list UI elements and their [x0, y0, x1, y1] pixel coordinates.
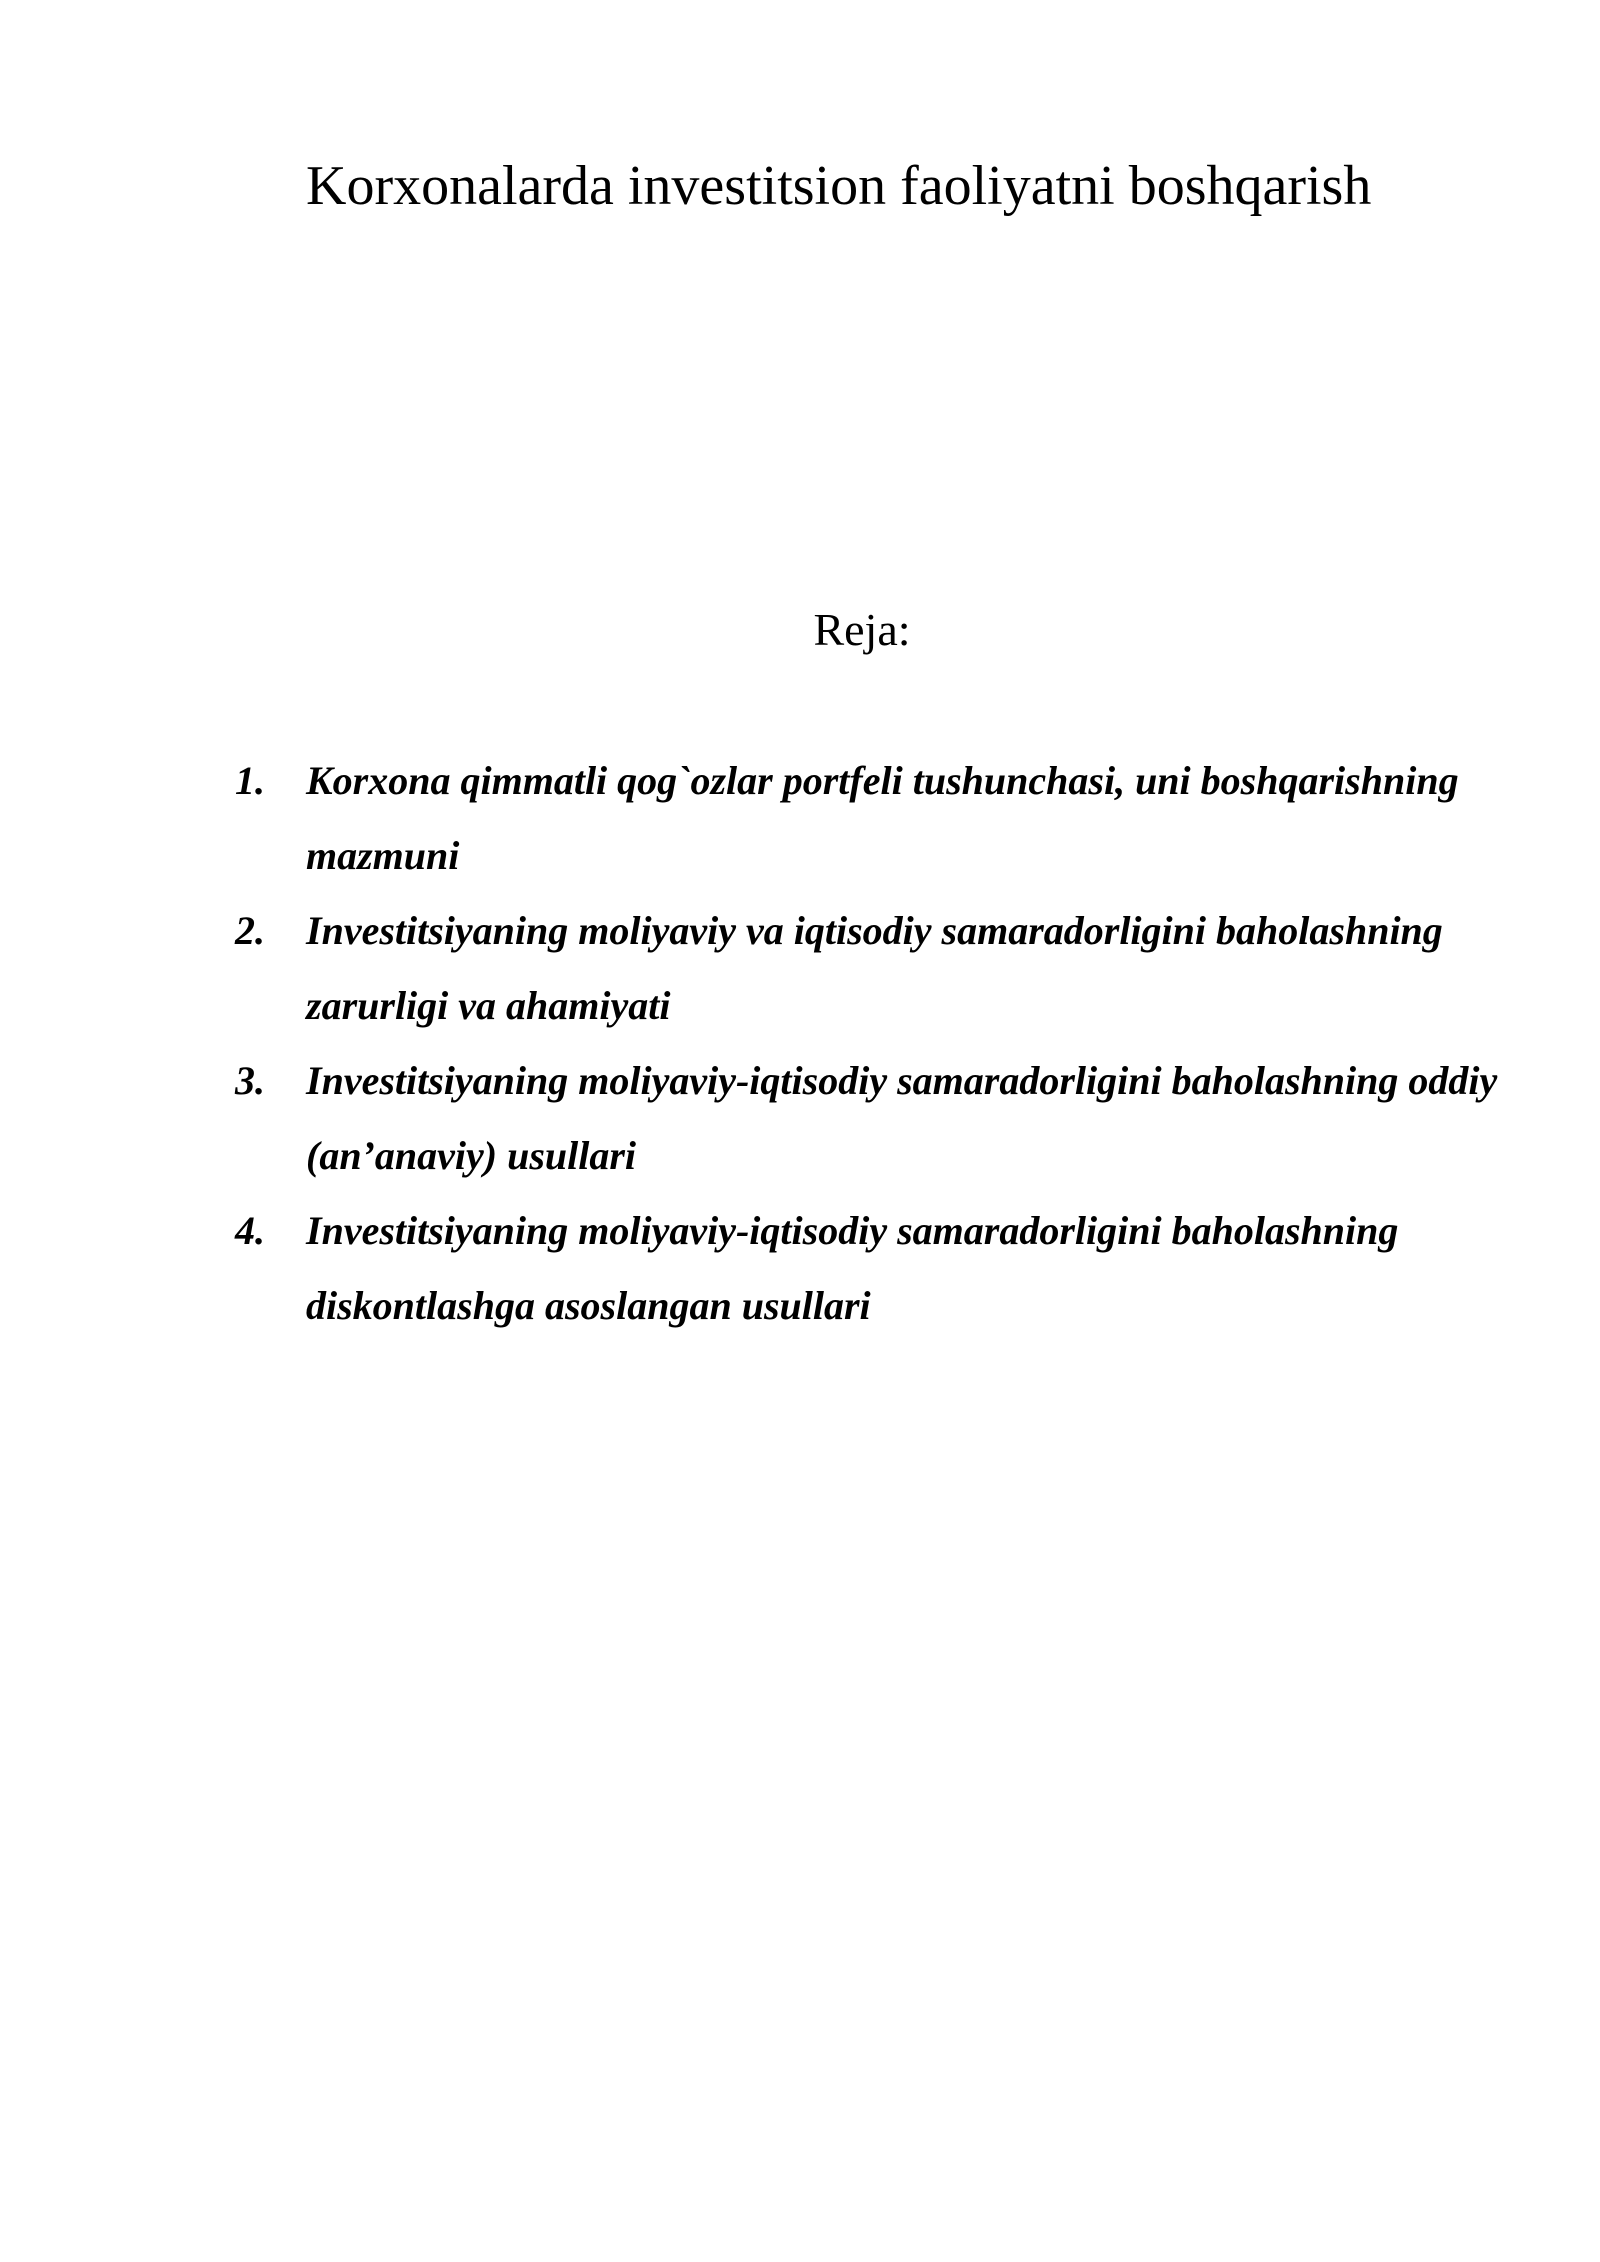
plan-item-text: Korxona qimmatli qog`ozlar portfeli tushunchasi, uni boshqarishning mazmuni: [306, 758, 1459, 878]
plan-heading: Reja:: [813, 604, 911, 655]
plan-item-1: [235, 743, 1535, 893]
plan-item-text: Investitsiyaning moliyaviy-iqtisodiy samaradorligini baholashning diskontlashga asoslangan usullari: [306, 1208, 1399, 1328]
plan-item-text: Investitsiyaning moliyaviy va iqtisodiy samaradorligini baholashning zarurligi va ahamiyati: [306, 908, 1443, 1028]
plan-item-text: Investitsiyaning moliyaviy-iqtisodiy samaradorligini baholashning oddiy (an’anaviy) usullari: [306, 1058, 1498, 1178]
document-title: Korxonalarda investitsion faoliyatni boshqarish: [306, 155, 1372, 217]
plan-item-number: 1.: [235, 758, 265, 803]
plan-list: [235, 743, 1535, 1343]
plan-item-3: [235, 1043, 1535, 1193]
plan-item-4: [235, 1193, 1535, 1343]
plan-item-2: [235, 893, 1535, 1043]
plan-item-number: 2.: [235, 908, 265, 953]
plan-item-number: 3.: [235, 1058, 265, 1103]
plan-item-number: 4.: [235, 1208, 265, 1253]
